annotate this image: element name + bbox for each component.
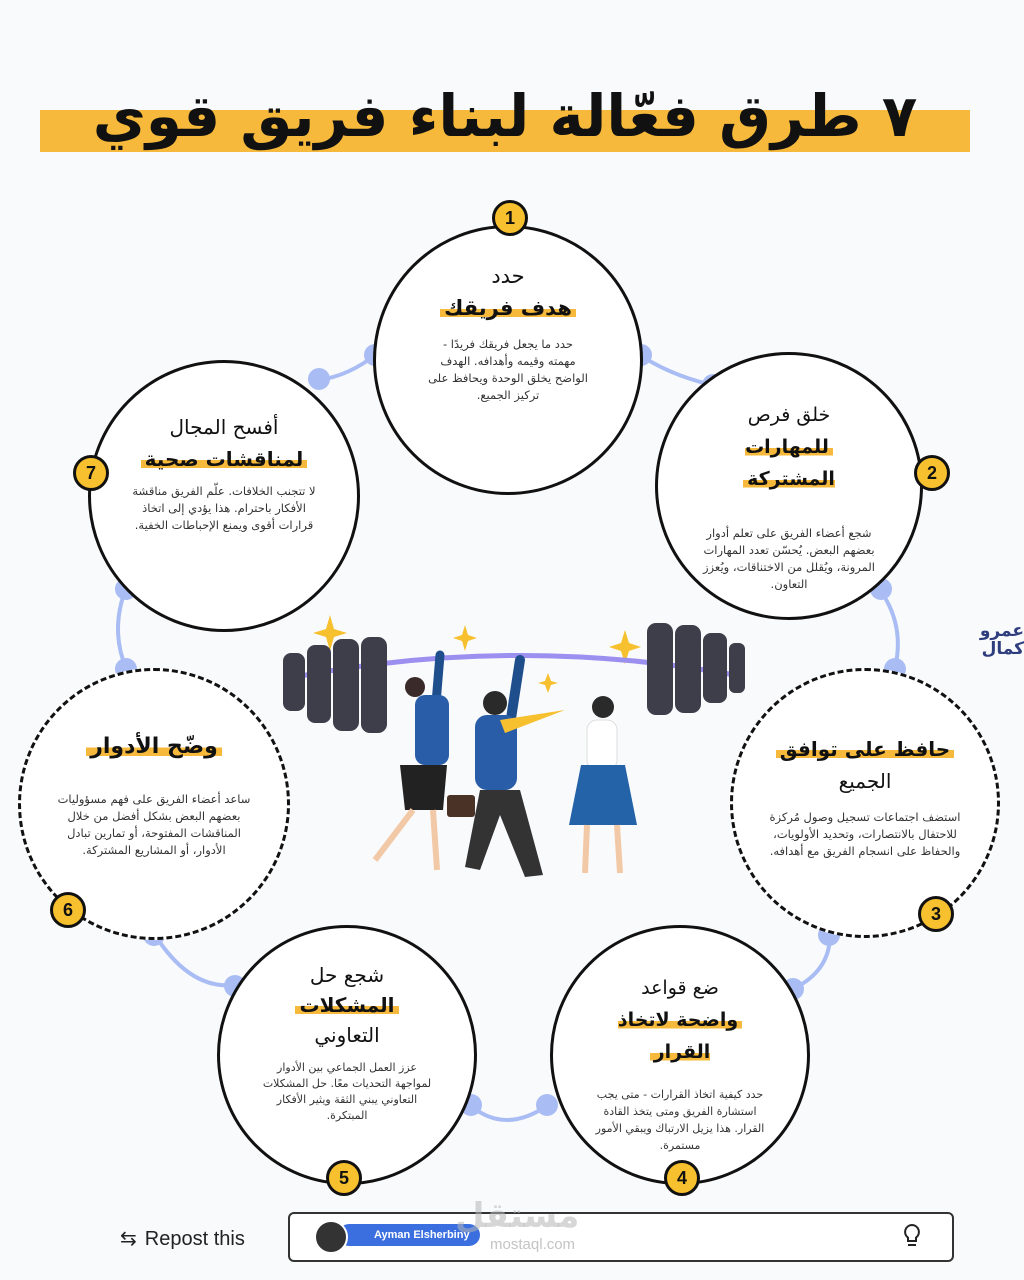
step-1-body: حدد ما يجعل فريقك فريدًا - مهمته وقيمه وأهدافه. الهدف الواضح يخلق الوحدة ويحافظ على تركيز الجميع. — [428, 337, 588, 402]
step-1-circle — [373, 225, 643, 495]
step-1-highlight: هدف فريقك — [440, 296, 576, 320]
step-7-badge: 7 — [73, 455, 109, 491]
sparkle-icon — [538, 673, 558, 693]
step-5-circle — [217, 925, 477, 1185]
connector-dot — [536, 1094, 558, 1116]
step-1-title: حدد هدف فريقك — [412, 260, 604, 324]
step-5-title: شجع حل المشكلات التعاوني — [252, 960, 442, 1050]
connector-6-7 — [118, 588, 126, 668]
author-footer — [288, 1212, 954, 1262]
page-title: ٧ طرق فعّالة لبناء فريق قوي — [92, 82, 918, 150]
step-7-circle — [88, 360, 360, 632]
step-7-highlight: لمناقشات صحية — [141, 447, 308, 471]
step-3-badge: 3 — [918, 896, 954, 932]
team-lifting-barbell-illustration — [275, 615, 755, 885]
connector-5-6 — [155, 935, 235, 985]
step-6-body: ساعد أعضاء الفريق على فهم مسؤوليات بعضهم البعض بشكل أفضل من خلال المناقشات المفتوحة، أو تمارين تبادل الأدوار، أو المشاريع المشتركة. — [57, 792, 251, 857]
step-3-highlight: حافظ على توافق — [776, 737, 954, 761]
step-2-circle — [655, 352, 923, 620]
step-6-title — [55, 731, 253, 763]
watermark-logo: مستقل — [455, 1196, 580, 1236]
author-name: Ayman Elsherbiny — [374, 1229, 470, 1241]
step-5-highlight: المشكلات — [295, 993, 398, 1017]
connector-2-3 — [880, 590, 898, 668]
step-3-circle — [730, 668, 1000, 938]
step-3-body: استضف اجتماعات تسجيل وصول مُركزة للاحتفال بالانتصارات، وتحديد الأولويات، والحفاظ على انسجام الفريق مع أهدافه. — [769, 810, 961, 858]
step-4-body: حدد كيفية اتخاذ القرارات - متى يجب استشارة الفريق ومتى يتخذ القادة القرار. هذا يزيل الارتباك ويبقي الأمور مستمرة. — [595, 1088, 765, 1152]
repost-button[interactable] — [120, 1226, 245, 1251]
connector-dot — [308, 368, 330, 390]
step-5-badge: 5 — [326, 1160, 362, 1196]
step-7-title: أفسح المجال لمناقشات صحية — [125, 411, 323, 475]
step-2-title: خلق فرص للمهارات المشتركة — [745, 404, 835, 490]
step-4-title: ضع قواعد واضحة لاتخاذ القرار — [585, 972, 775, 1068]
repost-label: Repost this — [144, 1228, 245, 1250]
step-6-badge: 6 — [50, 892, 86, 928]
step-2-body: شجع أعضاء الفريق على تعلم أدوار بعضهم البعض. يُحسّن تعدد المهارات المرونة، ويُقلل من الاختناقات، ويُعزز التعاون. — [703, 526, 875, 591]
step-5-body: عزز العمل الجماعي بين الأدوار لمواجهة التحديات معًا. حل المشكلات التعاوني يبني الثقة ويثير الأفكار المبتكرة. — [262, 1061, 432, 1122]
step-7-body: لا تتجنب الخلافات. علّم الفريق مناقشة الأفكار باحترام. هذا يؤدي إلى اتخاذ قرارات أقوى ويمنع الإحباطات الخفية. — [132, 484, 316, 532]
step-4-highlight: واضحة لاتخاذ القرار — [618, 1009, 742, 1063]
step-4-circle — [550, 925, 810, 1185]
step-2-badge: 2 — [914, 455, 950, 491]
step-3-title: حافظ على توافق الجميع — [767, 733, 963, 797]
step-4-badge: 4 — [664, 1160, 700, 1196]
watermark-site: mostaql.com — [490, 1236, 576, 1253]
side-logo: عمرو كمال — [979, 621, 1024, 659]
avatar — [314, 1220, 348, 1254]
sparkle-icon — [453, 625, 477, 651]
step-6-highlight: وضّح الأدوار — [86, 734, 222, 759]
lightbulb-icon — [900, 1222, 924, 1250]
repost-icon: ⇆ — [120, 1228, 137, 1250]
step-2-highlight: للمهارات المشتركة — [745, 436, 835, 490]
step-1-badge: 1 — [492, 200, 528, 236]
